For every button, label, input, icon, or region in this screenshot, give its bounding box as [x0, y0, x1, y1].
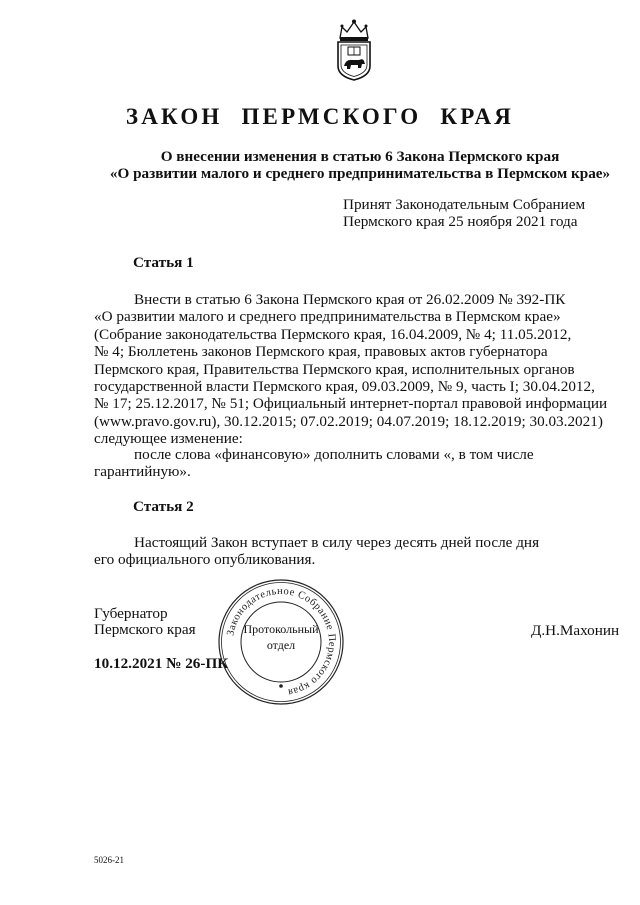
seal-center-line: отдел — [266, 638, 296, 652]
text-line: № 17; 25.12.2017, № 51; Официальный интернет-портал правовой информации — [94, 395, 608, 413]
text-line: Пермского края, Правительства Пермского края, исполнительных органов — [94, 360, 575, 378]
text-line: после слова «финансовую» дополнить словами «, в том числе — [134, 446, 534, 463]
document-title: ЗАКОН ПЕРМСКОГО КРАЯ — [125, 104, 515, 129]
adoption-line: Принят Законодательным Собранием — [343, 196, 586, 213]
position-line: Пермского края — [94, 620, 196, 638]
signatory-name: Д.Н.Махонин — [531, 622, 620, 639]
article1-heading: Статья 1 — [133, 254, 194, 271]
text-line: его официального опубликования. — [94, 551, 316, 569]
coat-of-arms-icon — [332, 18, 376, 82]
signatory-position — [94, 606, 196, 637]
article2-heading: Статья 2 — [133, 498, 194, 515]
article1-change — [94, 446, 617, 481]
law-date-number: 10.12.2021 № 26-ПК — [94, 655, 229, 672]
text-line: государственной власти Пермского края, 09.03.2009, № 9, часть I; 30.04.2012, — [94, 378, 595, 396]
text-line: (www.pravo.gov.ru), 30.12.2015; 07.02.2019; 04.07.2019; 18.12.2019; 30.03.2021) — [94, 412, 603, 430]
text-line: Настоящий Закон вступает в силу через десять дней после дня — [134, 534, 540, 551]
text-line: № 4; Бюллетень законов Пермского края, правовых актов губернатора — [94, 343, 548, 361]
text-line: (Собрание законодательства Пермского края, 16.04.2009, № 4; 11.05.2012, — [94, 325, 572, 343]
article1-body — [94, 291, 617, 448]
adoption-line: Пермского края 25 ноября 2021 года — [343, 213, 578, 230]
text-line: гарантийную». — [94, 463, 191, 481]
subtitle-line: «О развитии малого и среднего предпринимательства в Пермском крае» — [109, 165, 611, 182]
text-line: Внести в статью 6 Закона Пермского края от 26.02.2009 № 392-ПК — [134, 291, 566, 308]
adoption-note — [343, 196, 585, 230]
text-line: следующее изменение: — [94, 430, 243, 448]
document-code: 5026-21 — [94, 855, 124, 865]
seal-center-line: Протокольный — [243, 622, 319, 636]
seal-ring-text: Законодательное Собрание Пермского края — [225, 585, 338, 698]
subtitle-line: О внесении изменения в статью 6 Закона Пермского края — [160, 148, 560, 165]
official-seal — [216, 577, 346, 707]
position-line: Губернатор — [94, 605, 168, 622]
article2-body — [94, 534, 617, 569]
document-subtitle — [0, 148, 640, 182]
text-line: «О развитии малого и среднего предпринимательства в Пермском крае» — [94, 308, 561, 326]
